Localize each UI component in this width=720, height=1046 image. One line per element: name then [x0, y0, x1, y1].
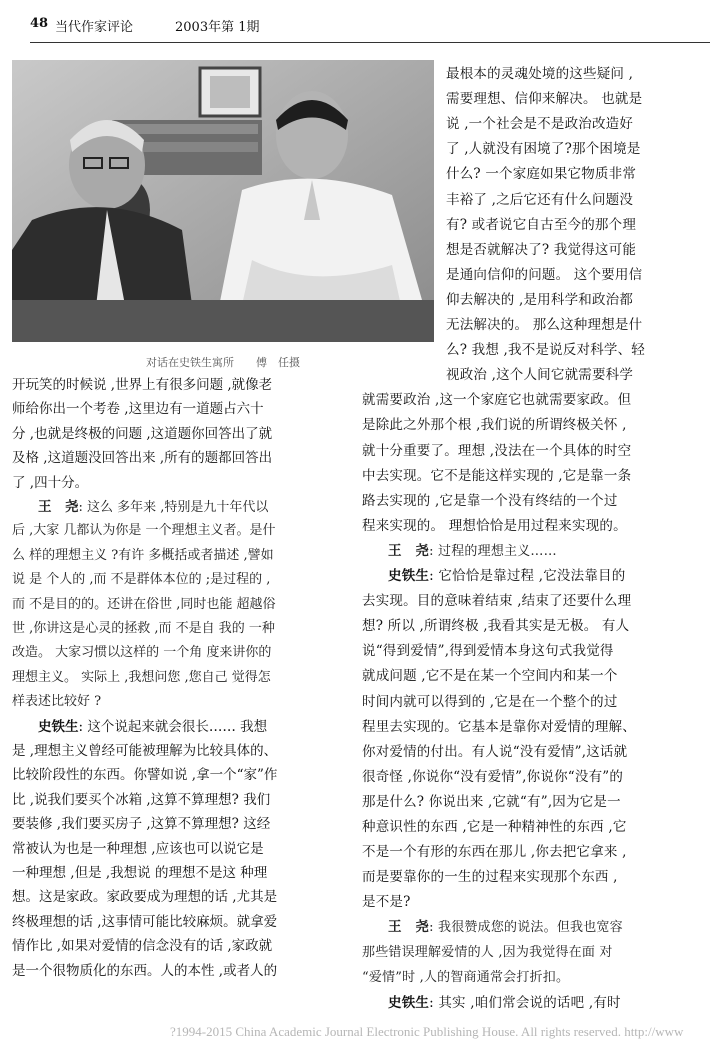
line-text: 比 ,说我们要买个冰箱 ,这算不算理想? 我们	[12, 791, 271, 808]
text-line	[362, 941, 613, 965]
line-text: 样表述比较好 ?	[12, 694, 102, 710]
line-text: 是一个很物质化的东西。人的本性 ,或者人的	[12, 962, 278, 979]
line-text: 需要理想、信仰来解决。 也就是	[446, 91, 643, 108]
text-line	[12, 739, 277, 763]
text-line	[362, 589, 631, 613]
text-line	[446, 313, 642, 337]
line-text: : 这个说起来就会很长…… 我想	[78, 718, 268, 735]
line-text: 仰去解决的 ,是用科学和政治都	[446, 291, 634, 308]
line-text: 你对爱情的付出。有人说“没有爱情”,这话就	[362, 743, 628, 760]
line-text: 就需要政治 ,这一个家庭它也就需要家政。但	[362, 392, 632, 409]
text-line	[12, 812, 270, 836]
text-line	[362, 790, 621, 814]
text-line	[446, 137, 641, 161]
line-text: “爱情”时 ,人的智商通常会打折扣。	[362, 969, 570, 985]
line-text: 无法解决的。 那么这种理想是什	[446, 317, 643, 333]
line-text: 想。这是家政。家政要成为理想的话 ,尤其是	[12, 889, 278, 906]
text-line	[446, 363, 633, 387]
line-text: 了 ,人就没有困境了?那个困境是	[446, 141, 641, 158]
line-text: 世 ,你讲这是心灵的拯救 ,而 不是自 我的 一种	[12, 621, 275, 636]
line-text: 分 ,也就是终极的问题 ,这道题你回答出了就	[12, 425, 273, 442]
text-line	[362, 715, 636, 739]
speaker-name: 王 尧	[38, 499, 79, 515]
text-line	[446, 338, 645, 362]
text-line	[12, 446, 272, 470]
text-line	[12, 544, 274, 568]
text-line	[12, 788, 270, 812]
text-line	[362, 740, 627, 764]
line-text: 一种理想 ,但是 ,我想说 的理想不是这 种理	[12, 865, 268, 881]
line-text: 很奇怪 ,你说你“没有爱情”,你说你“没有”的	[362, 768, 624, 785]
line-text: : 我很赞成您的说法。但我也宽容	[429, 920, 623, 936]
line-text: 去实现。目的意味着结束 ,结束了还要什么理	[362, 593, 632, 610]
line-text: 后 ,大家 几都认为你是 一个理想主义者。是什	[12, 523, 276, 539]
text-line	[12, 690, 101, 714]
text-line	[12, 519, 276, 543]
line-text: 说 ,一个社会是不是政治改造好	[446, 116, 634, 133]
text-line	[12, 910, 277, 934]
speaker-name: 史铁生	[388, 994, 430, 1011]
line-text: 而是要靠你的一生的过程来实现那个东西 ,	[362, 869, 618, 886]
text-line	[446, 162, 636, 186]
text-line	[12, 568, 270, 592]
text-line	[446, 112, 633, 136]
text-line	[362, 489, 618, 513]
line-text: 情作比 ,如果对爱情的信念没有的话 ,家政就	[12, 938, 273, 955]
text-line	[38, 715, 267, 739]
line-text: 要装修 ,我们要买房子 ,这算不算理想? 这经	[12, 816, 271, 833]
line-text: 最根本的灵魂处境的这些疑问 ,	[446, 66, 634, 82]
text-line	[12, 666, 271, 690]
line-text: 及格 ,这道题没回答出来 ,所有的题都回答出	[12, 450, 273, 467]
line-text: 那些错误理解爱情的人 ,因为我觉得在面 对	[362, 944, 613, 960]
speaker-name: 史铁生	[38, 718, 79, 735]
text-line	[362, 614, 629, 638]
line-text: 是 ,理想主义曾经可能被理解为比较具体的、	[12, 743, 278, 759]
line-text: : 过程的理想主义……	[429, 543, 557, 559]
speaker-name: 王 尧	[388, 542, 430, 559]
text-line	[362, 664, 618, 688]
line-text: 是不是?	[362, 894, 411, 911]
line-text: 时间内就可以得到的 ,它是在一个整个的过	[362, 693, 618, 710]
interview-photo	[12, 60, 434, 342]
text-line	[12, 397, 264, 421]
text-line	[362, 865, 618, 889]
journal-title: 当代作家评论	[55, 20, 134, 35]
text-line	[362, 388, 631, 412]
issue-label: 2003年第 1期	[175, 20, 260, 35]
line-text: 想? 所以 ,所谓终极 ,我看其实是无极。 有人	[362, 618, 630, 635]
text-line	[12, 885, 277, 909]
text-line	[362, 890, 411, 914]
text-line	[362, 690, 618, 714]
text-line	[362, 840, 627, 864]
text-line	[362, 439, 631, 463]
text-line	[446, 213, 636, 237]
text-line	[388, 564, 625, 588]
speaker-name: 王 尧	[388, 919, 430, 936]
text-line	[12, 422, 272, 446]
text-line	[362, 464, 631, 488]
text-line	[446, 238, 636, 262]
line-text: 什么? 一个家庭如果它物质非常	[446, 166, 637, 183]
copyright-watermark: ?1994-2015 China Academic Journal Electronic Publishing House. All rights reserved. http://www	[170, 1024, 684, 1039]
text-line	[12, 763, 277, 787]
line-text: 么 样的理想主义 ?有许 多概括或者描述 ,譬如	[12, 547, 274, 563]
line-text: 说 是 个人的 ,而 不是群体本位的 ;是过程的 ,	[12, 572, 271, 588]
line-text: 就十分重要了。理想 ,没法在一个具体的时空	[362, 442, 632, 459]
photo-image	[12, 60, 434, 342]
text-line	[446, 263, 642, 287]
line-text: 终极理想的话 ,这事情可能比较麻烦。就拿爱	[12, 913, 278, 930]
line-text: 丰裕了 ,之后它还有什么问题没	[446, 191, 634, 208]
text-line	[38, 495, 268, 520]
line-text: 程来实现的。 理想恰恰是用过程来实现的。	[362, 517, 627, 534]
text-line	[446, 188, 633, 212]
text-line	[362, 765, 623, 789]
line-text: : 这么 多年来 ,特别是九十年代以	[78, 500, 269, 515]
line-text: 是除此之外那个根 ,我们说的所谓终极关怀 ,	[362, 417, 627, 434]
line-text: 是通向信仰的问题。 这个要用信	[446, 266, 643, 283]
line-text: 不是一个有形的东西在那儿 ,你去把它拿来 ,	[362, 844, 627, 861]
line-text: 那是什么? 你说出来 ,它就“有”,因为它是一	[362, 793, 621, 810]
text-line	[362, 966, 569, 990]
text-line	[388, 539, 557, 564]
line-text: 师给你出一个考卷 ,这里边有一道题占六十	[12, 401, 264, 418]
text-line	[362, 815, 627, 839]
line-text: 想是否就解决了? 我觉得这可能	[446, 241, 637, 258]
text-line	[446, 62, 633, 86]
running-header	[30, 14, 710, 43]
text-line	[362, 413, 627, 437]
line-text: 程里去实现的。它基本是靠你对爱情的理解、	[362, 718, 636, 735]
page-number: 48	[30, 16, 49, 31]
speaker-name: 史铁生	[388, 568, 430, 584]
text-line	[12, 837, 264, 861]
text-line	[12, 934, 272, 958]
text-line	[362, 514, 627, 538]
line-text: 开玩笑的时候说 ,世界上有很多问题 ,就像老	[12, 377, 273, 393]
line-text: 路去实现的 ,它是靠一个没有终结的一个过	[362, 492, 618, 509]
text-line	[12, 641, 271, 665]
line-text: 说“得到爱情”,得到爱情本身这句式我觉得	[362, 643, 614, 660]
line-text: 常被认为也是一种理想 ,应该也可以说它是	[12, 840, 264, 857]
line-text: 比较阶段性的东西。你譬如说 ,拿一个“家”作	[12, 767, 278, 784]
line-text: 理想主义。 实际上 ,我想问您 ,您自己 觉得怎	[12, 669, 271, 685]
text-line	[362, 639, 614, 663]
line-text: 种意识性的东西 ,它是一种精神性的东西 ,它	[362, 819, 627, 835]
text-line	[12, 959, 277, 983]
photo-caption: 对话在史铁生寓所 傅 任摄	[146, 356, 300, 369]
line-text: 了 ,四十分。	[12, 474, 89, 491]
text-line	[446, 288, 633, 312]
text-line	[12, 373, 272, 397]
text-line	[388, 915, 623, 940]
line-text: 就成问题 ,它不是在某一个空间内和某一个	[362, 668, 618, 685]
line-text: 么? 我想 ,我不是说反对科学、轻	[446, 342, 646, 359]
text-line	[446, 87, 642, 111]
line-text: 视政治 ,这个人间它就需要科学	[446, 367, 634, 384]
text-line	[12, 861, 267, 885]
line-text: 有? 或者说它自古至今的那个理	[446, 216, 637, 233]
text-line	[12, 593, 276, 617]
line-text: 改造。 大家习惯以这样的 一个角 度来讲你的	[12, 645, 272, 661]
line-text: : 它恰恰是靠过程 ,它没法靠目的	[429, 568, 626, 584]
text-line	[388, 991, 621, 1015]
text-line	[12, 617, 275, 641]
text-line	[12, 471, 88, 495]
line-text: 而 不是目的的。还讲在俗世 ,同时也能 超越俗	[12, 596, 276, 612]
line-text: 中去实现。它不是能这样实现的 ,它是靠一条	[362, 467, 632, 484]
line-text: : 其实 ,咱们常会说的话吧 ,有时	[429, 994, 621, 1011]
